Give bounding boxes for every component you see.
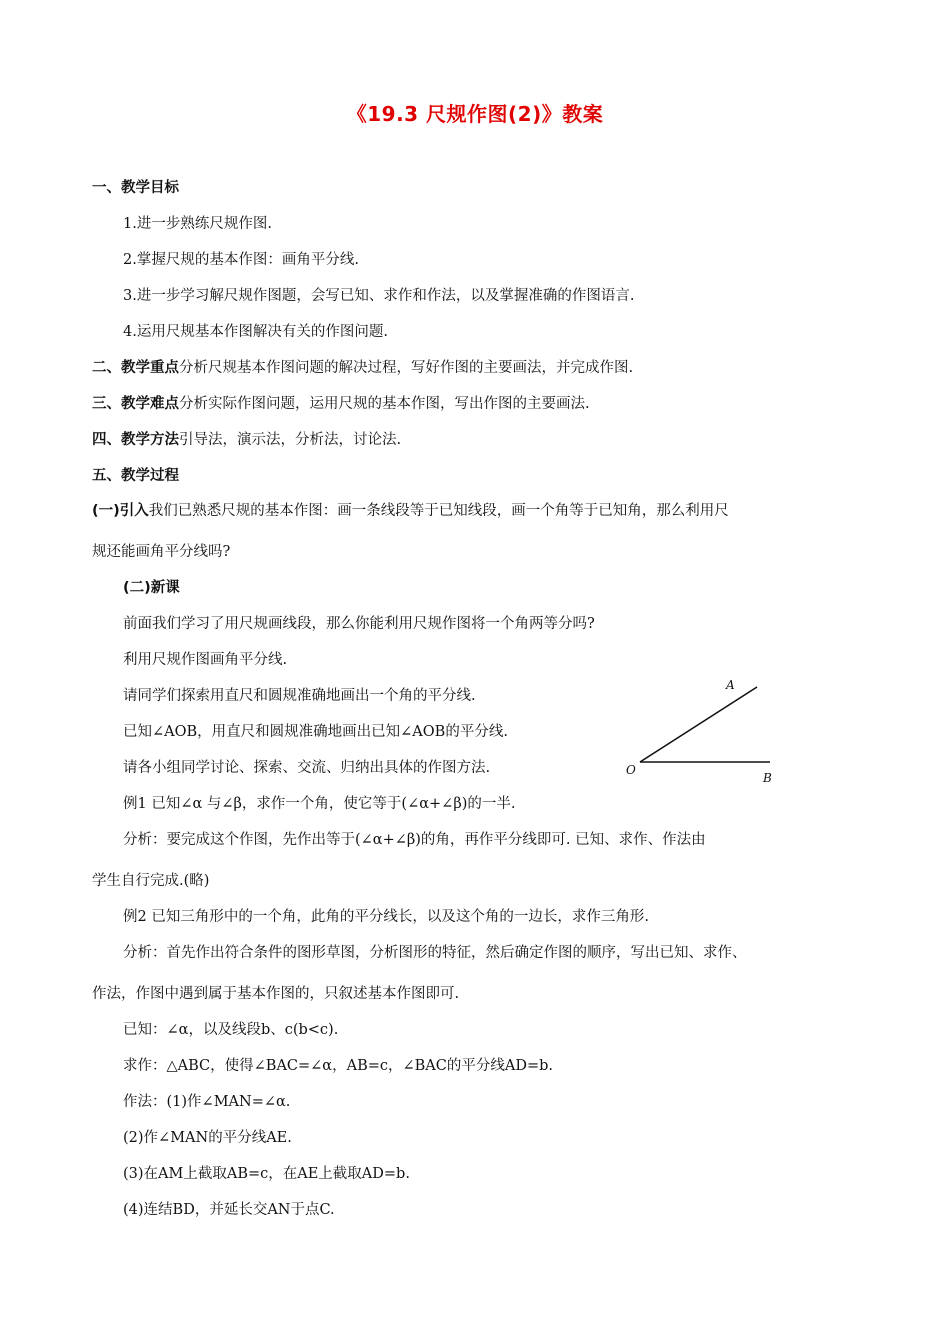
label-o: O [626, 763, 636, 777]
paragraph: 利用尺规作图画角平分线. [123, 652, 288, 668]
paragraph: 前面我们学习了用尺规画线段，那么你能利用尺规作图将一个角两等分吗? [123, 616, 595, 632]
paragraph: 请同学们探索用直尺和圆规准确地画出一个角的平分线. [123, 688, 476, 704]
difficulties-text: 分析实际作图问题，运用尺规的基本作图，写出作图的主要画法. [179, 396, 590, 412]
analysis-1: 分析：要完成这个作图，先作出等于(∠α+∠β)的角，再作平分线即可. 已知、求作、作法由 [123, 832, 706, 848]
construction-goal: 求作：△ABC，使得∠BAC=∠α，AB=c，∠BAC的平分线AD=b. [123, 1058, 554, 1074]
goal-item: 3.进一步学习解尺规作图题，会写已知、求作和作法，以及掌握准确的作图语言. [123, 288, 635, 304]
new-lesson-heading: (二)新课 [123, 580, 180, 596]
section-heading-difficulties: 三、教学难点 [92, 396, 179, 412]
analysis-1-continued: 学生自行完成.(略) [92, 873, 210, 889]
intro-text: 我们已熟悉尺规的基本作图：画一条线段等于已知线段，画一个角等于已知角，那么利用尺 [148, 503, 729, 519]
section-heading-process: 五、教学过程 [92, 468, 179, 484]
angle-aob-figure [600, 662, 800, 792]
construction-step: (3)在AM上截取AB=c，在AE上截取AD=b. [123, 1166, 410, 1182]
section-key-points [92, 356, 633, 377]
key-points-text: 分析尺规基本作图问题的解决过程，写好作图的主要画法，并完成作图. [179, 360, 634, 376]
known-conditions: 已知：∠α，以及线段b、c(b<c). [123, 1022, 339, 1038]
construction-step: 作法：(1)作∠MAN=∠α. [123, 1094, 291, 1110]
paragraph: 请各小组同学讨论、探索、交流、归纳出具体的作图方法. [123, 760, 491, 776]
construction-step: (4)连结BD，并延长交AN于点C. [123, 1202, 335, 1218]
intro-text-continued: 规还能画角平分线吗? [92, 544, 231, 560]
section-heading-goals: 一、教学目标 [92, 180, 179, 196]
section-methods [92, 428, 401, 449]
methods-text: 引导法，演示法，分析法，讨论法. [179, 432, 402, 448]
analysis-2-continued: 作法，作图中遇到属于基本作图的，只叙述基本作图即可. [92, 986, 460, 1002]
section-difficulties [92, 392, 590, 413]
construction-step: (2)作∠MAN的平分线AE. [123, 1130, 292, 1146]
intro-heading: (一)引入 [92, 503, 149, 519]
label-b: B [763, 771, 772, 785]
label-a: A [726, 678, 735, 692]
goal-item: 1.进一步熟练尺规作图. [123, 216, 272, 232]
example-1: 例1 已知∠α 与∠β，求作一个角，使它等于(∠α+∠β)的一半. [123, 796, 516, 812]
paragraph: 已知∠AOB，用直尺和圆规准确地画出已知∠AOB的平分线. [123, 724, 508, 740]
ray-oa [640, 687, 757, 762]
page-title: 《19.3 尺规作图(2)》教案 [346, 102, 604, 126]
example-2: 例2 已知三角形中的一个角，此角的平分线长，以及这个角的一边长，求作三角形. [123, 909, 649, 925]
goal-item: 4.运用尺规基本作图解决有关的作图问题. [123, 324, 388, 340]
intro-paragraph [92, 499, 729, 520]
section-heading-methods: 四、教学方法 [92, 432, 179, 448]
section-heading-key-points: 二、教学重点 [92, 360, 179, 376]
analysis-2: 分析：首先作出符合条件的图形草图，分析图形的特征，然后确定作图的顺序，写出已知、求作、 [123, 945, 747, 961]
goal-item: 2.掌握尺规的基本作图：画角平分线. [123, 252, 359, 268]
